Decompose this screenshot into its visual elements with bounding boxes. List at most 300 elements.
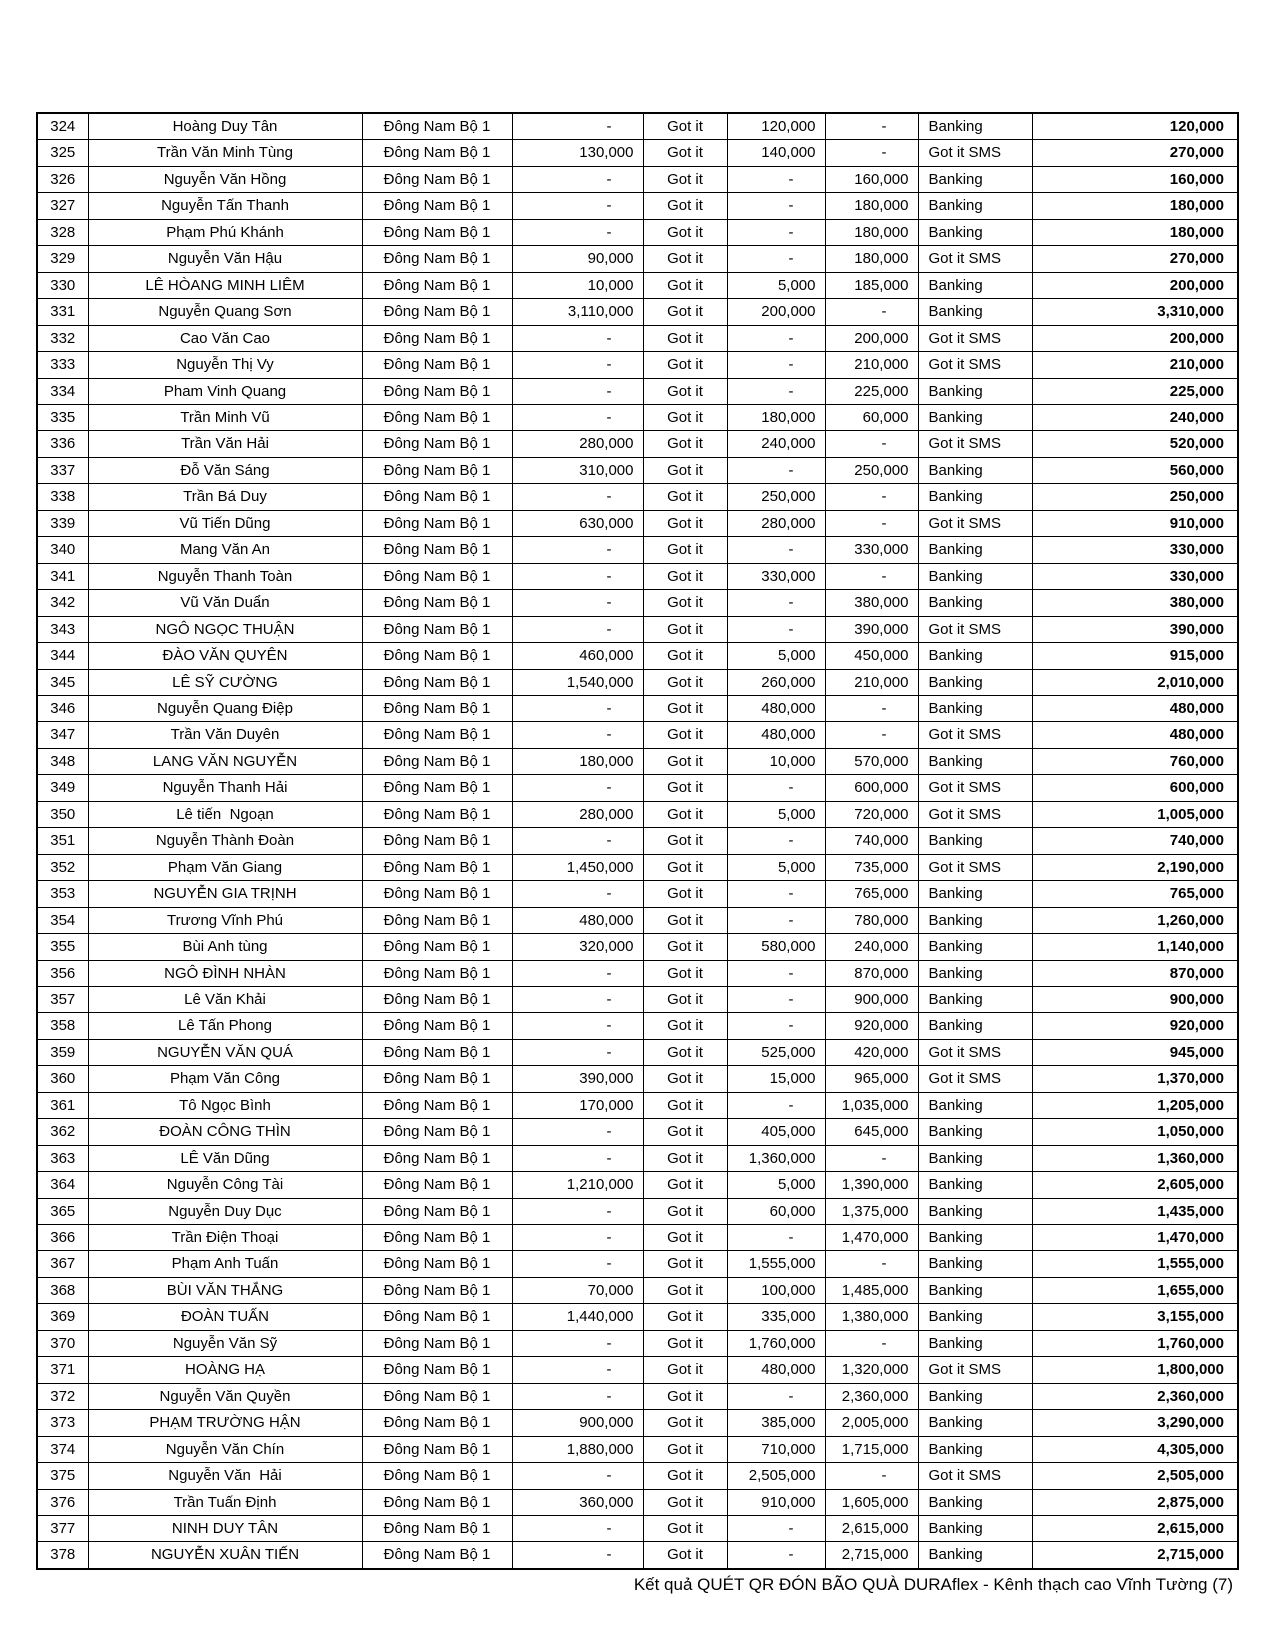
name-cell: NINH DUY TÂN [88,1516,362,1542]
status-cell: Got it [643,801,727,827]
row-number-cell: 373 [37,1410,88,1436]
amount-1-cell: - [512,1039,643,1065]
amount-3-cell: 780,000 [825,907,918,933]
payment-method-cell: Got it SMS [918,854,1032,880]
total-amount-cell: 2,875,000 [1032,1489,1238,1515]
region-cell: Đông Nam Bộ 1 [362,272,512,298]
payment-method-cell: Got it SMS [918,1039,1032,1065]
row-number-cell: 364 [37,1172,88,1198]
amount-1-cell: - [512,722,643,748]
row-number-cell: 375 [37,1463,88,1489]
amount-2-cell: - [727,378,825,404]
name-cell: Lê tiến Ngoạn [88,801,362,827]
region-cell: Đông Nam Bộ 1 [362,828,512,854]
amount-1-cell: - [512,219,643,245]
payment-method-cell: Banking [918,986,1032,1012]
status-cell: Got it [643,404,727,430]
amount-2-cell: 5,000 [727,272,825,298]
region-cell: Đông Nam Bộ 1 [362,854,512,880]
region-cell: Đông Nam Bộ 1 [362,616,512,642]
name-cell: ĐOÀN TUẤN [88,1304,362,1330]
total-amount-cell: 3,290,000 [1032,1410,1238,1436]
payment-method-cell: Got it SMS [918,616,1032,642]
status-cell: Got it [643,748,727,774]
amount-3-cell: 180,000 [825,246,918,272]
table-row [37,1410,1238,1436]
amount-3-cell: 180,000 [825,219,918,245]
region-cell: Đông Nam Bộ 1 [362,748,512,774]
status-cell: Got it [643,695,727,721]
table-row [37,510,1238,536]
payment-method-cell: Banking [918,1516,1032,1542]
row-number-cell: 347 [37,722,88,748]
table-row [37,378,1238,404]
row-number-cell: 374 [37,1436,88,1462]
total-amount-cell: 3,155,000 [1032,1304,1238,1330]
payment-method-cell: Banking [918,1225,1032,1251]
amount-2-cell: 580,000 [727,934,825,960]
amount-2-cell: - [727,775,825,801]
amount-1-cell: 90,000 [512,246,643,272]
amount-1-cell: 320,000 [512,934,643,960]
table-row [37,1066,1238,1092]
payment-method-cell: Banking [918,1436,1032,1462]
region-cell: Đông Nam Bộ 1 [362,669,512,695]
name-cell: Nguyễn Công Tài [88,1172,362,1198]
row-number-cell: 350 [37,801,88,827]
payment-method-cell: Got it SMS [918,510,1032,536]
amount-2-cell: - [727,246,825,272]
amount-3-cell: 1,375,000 [825,1198,918,1224]
region-cell: Đông Nam Bộ 1 [362,431,512,457]
region-cell: Đông Nam Bộ 1 [362,1357,512,1383]
table-row [37,1463,1238,1489]
row-number-cell: 369 [37,1304,88,1330]
payment-method-cell: Banking [918,1330,1032,1356]
status-cell: Got it [643,484,727,510]
amount-3-cell: 450,000 [825,643,918,669]
payment-method-cell: Got it SMS [918,775,1032,801]
status-cell: Got it [643,537,727,563]
region-cell: Đông Nam Bộ 1 [362,404,512,430]
amount-3-cell: 645,000 [825,1119,918,1145]
amount-1-cell: 360,000 [512,1489,643,1515]
table-row [37,113,1238,140]
amount-2-cell: 710,000 [727,1436,825,1462]
amount-3-cell: 420,000 [825,1039,918,1065]
payment-method-cell: Banking [918,219,1032,245]
status-cell: Got it [643,775,727,801]
table-body [37,113,1238,1569]
amount-2-cell: - [727,590,825,616]
total-amount-cell: 180,000 [1032,193,1238,219]
region-cell: Đông Nam Bộ 1 [362,1277,512,1303]
status-cell: Got it [643,1119,727,1145]
total-amount-cell: 390,000 [1032,616,1238,642]
table-row [37,1172,1238,1198]
status-cell: Got it [643,219,727,245]
status-cell: Got it [643,722,727,748]
name-cell: Nguyễn Văn Hậu [88,246,362,272]
name-cell: Đỗ Văn Sáng [88,457,362,483]
amount-1-cell: - [512,1357,643,1383]
amount-2-cell: - [727,193,825,219]
amount-2-cell: 480,000 [727,722,825,748]
region-cell: Đông Nam Bộ 1 [362,722,512,748]
region-cell: Đông Nam Bộ 1 [362,1330,512,1356]
amount-2-cell: 1,360,000 [727,1145,825,1171]
total-amount-cell: 600,000 [1032,775,1238,801]
total-amount-cell: 1,435,000 [1032,1198,1238,1224]
status-cell: Got it [643,1463,727,1489]
amount-3-cell: - [825,1145,918,1171]
table-row [37,1251,1238,1277]
region-cell: Đông Nam Bộ 1 [362,695,512,721]
status-cell: Got it [643,431,727,457]
status-cell: Got it [643,881,727,907]
table-row [37,325,1238,351]
amount-1-cell: 1,540,000 [512,669,643,695]
total-amount-cell: 210,000 [1032,352,1238,378]
table-row [37,934,1238,960]
payment-method-cell: Banking [918,272,1032,298]
name-cell: Nguyễn Văn Hải [88,1463,362,1489]
amount-1-cell: - [512,1516,643,1542]
amount-1-cell: - [512,193,643,219]
total-amount-cell: 920,000 [1032,1013,1238,1039]
region-cell: Đông Nam Bộ 1 [362,1145,512,1171]
payment-method-cell: Banking [918,669,1032,695]
amount-3-cell: 1,485,000 [825,1277,918,1303]
amount-2-cell: 15,000 [727,1066,825,1092]
table-row [37,1383,1238,1409]
payment-method-cell: Banking [918,748,1032,774]
total-amount-cell: 3,310,000 [1032,299,1238,325]
name-cell: NGUYỄN VĂN QUÁ [88,1039,362,1065]
payment-method-cell: Banking [918,1410,1032,1436]
row-number-cell: 334 [37,378,88,404]
payment-method-cell: Banking [918,1489,1032,1515]
payment-method-cell: Got it SMS [918,352,1032,378]
region-cell: Đông Nam Bộ 1 [362,563,512,589]
amount-1-cell: - [512,1542,643,1569]
payment-method-cell: Got it SMS [918,431,1032,457]
total-amount-cell: 2,615,000 [1032,1516,1238,1542]
region-cell: Đông Nam Bộ 1 [362,1066,512,1092]
table-row [37,352,1238,378]
row-number-cell: 355 [37,934,88,960]
table-row [37,1489,1238,1515]
status-cell: Got it [643,1198,727,1224]
amount-3-cell: 1,380,000 [825,1304,918,1330]
region-cell: Đông Nam Bộ 1 [362,1039,512,1065]
amount-3-cell: 180,000 [825,193,918,219]
table-row [37,722,1238,748]
table-row [37,1304,1238,1330]
payment-method-cell: Got it SMS [918,140,1032,166]
name-cell: LÊ SỸ CƯỜNG [88,669,362,695]
region-cell: Đông Nam Bộ 1 [362,775,512,801]
amount-2-cell: 240,000 [727,431,825,457]
row-number-cell: 325 [37,140,88,166]
amount-2-cell: 385,000 [727,1410,825,1436]
table-row [37,695,1238,721]
region-cell: Đông Nam Bộ 1 [362,643,512,669]
amount-2-cell: - [727,219,825,245]
region-cell: Đông Nam Bộ 1 [362,1463,512,1489]
amount-1-cell: - [512,537,643,563]
amount-3-cell: - [825,1251,918,1277]
amount-3-cell: - [825,1463,918,1489]
table-row [37,960,1238,986]
name-cell: Vũ Văn Duẩn [88,590,362,616]
status-cell: Got it [643,1410,727,1436]
status-cell: Got it [643,590,727,616]
table-row [37,643,1238,669]
amount-1-cell: - [512,1330,643,1356]
amount-2-cell: - [727,828,825,854]
status-cell: Got it [643,193,727,219]
row-number-cell: 339 [37,510,88,536]
amount-3-cell: 2,615,000 [825,1516,918,1542]
name-cell: Trần Văn Hải [88,431,362,457]
table-row [37,1277,1238,1303]
amount-3-cell: 720,000 [825,801,918,827]
payment-method-cell: Banking [918,457,1032,483]
total-amount-cell: 760,000 [1032,748,1238,774]
amount-2-cell: - [727,1516,825,1542]
row-number-cell: 377 [37,1516,88,1542]
payment-method-cell: Got it SMS [918,801,1032,827]
amount-2-cell: 1,760,000 [727,1330,825,1356]
amount-2-cell: - [727,986,825,1012]
row-number-cell: 351 [37,828,88,854]
name-cell: Pham Vinh Quang [88,378,362,404]
total-amount-cell: 270,000 [1032,246,1238,272]
total-amount-cell: 915,000 [1032,643,1238,669]
payment-method-cell: Banking [918,828,1032,854]
region-cell: Đông Nam Bộ 1 [362,140,512,166]
region-cell: Đông Nam Bộ 1 [362,934,512,960]
region-cell: Đông Nam Bộ 1 [362,1092,512,1118]
row-number-cell: 366 [37,1225,88,1251]
total-amount-cell: 225,000 [1032,378,1238,404]
region-cell: Đông Nam Bộ 1 [362,193,512,219]
name-cell: Tô Ngọc Bình [88,1092,362,1118]
payment-method-cell: Banking [918,643,1032,669]
amount-1-cell: 900,000 [512,1410,643,1436]
amount-3-cell: 210,000 [825,352,918,378]
name-cell: NGUYỄN XUÂN TIẾN [88,1542,362,1569]
row-number-cell: 348 [37,748,88,774]
amount-2-cell: 335,000 [727,1304,825,1330]
table-row [37,219,1238,245]
status-cell: Got it [643,907,727,933]
amount-1-cell: - [512,378,643,404]
amount-1-cell: 280,000 [512,431,643,457]
region-cell: Đông Nam Bộ 1 [362,1542,512,1569]
amount-3-cell: - [825,431,918,457]
amount-2-cell: - [727,1013,825,1039]
table-row [37,1145,1238,1171]
total-amount-cell: 520,000 [1032,431,1238,457]
row-number-cell: 327 [37,193,88,219]
table-row [37,907,1238,933]
amount-1-cell: - [512,881,643,907]
row-number-cell: 341 [37,563,88,589]
row-number-cell: 326 [37,166,88,192]
region-cell: Đông Nam Bộ 1 [362,1436,512,1462]
table-row [37,1119,1238,1145]
table-row [37,246,1238,272]
region-cell: Đông Nam Bộ 1 [362,1251,512,1277]
amount-3-cell: 870,000 [825,960,918,986]
amount-1-cell: - [512,563,643,589]
amount-2-cell: 200,000 [727,299,825,325]
amount-3-cell: 1,390,000 [825,1172,918,1198]
name-cell: Trần Điện Thoại [88,1225,362,1251]
status-cell: Got it [643,1039,727,1065]
total-amount-cell: 380,000 [1032,590,1238,616]
payment-method-cell: Banking [918,166,1032,192]
region-cell: Đông Nam Bộ 1 [362,325,512,351]
amount-1-cell: - [512,828,643,854]
name-cell: Lê Tấn Phong [88,1013,362,1039]
name-cell: ĐÀO VĂN QUYÊN [88,643,362,669]
amount-2-cell: - [727,1092,825,1118]
table-row [37,828,1238,854]
payment-method-cell: Banking [918,1251,1032,1277]
name-cell: BÙI VĂN THẮNG [88,1277,362,1303]
payment-method-cell: Banking [918,1304,1032,1330]
payment-method-cell: Banking [918,1092,1032,1118]
row-number-cell: 337 [37,457,88,483]
region-cell: Đông Nam Bộ 1 [362,1198,512,1224]
amount-3-cell: 390,000 [825,616,918,642]
total-amount-cell: 560,000 [1032,457,1238,483]
amount-1-cell: 180,000 [512,748,643,774]
amount-3-cell: - [825,140,918,166]
status-cell: Got it [643,113,727,140]
amount-2-cell: 5,000 [727,801,825,827]
region-cell: Đông Nam Bộ 1 [362,1489,512,1515]
name-cell: Trần Bá Duy [88,484,362,510]
amount-2-cell: 120,000 [727,113,825,140]
total-amount-cell: 1,260,000 [1032,907,1238,933]
amount-1-cell: - [512,352,643,378]
amount-2-cell: 60,000 [727,1198,825,1224]
payment-method-cell: Banking [918,1145,1032,1171]
total-amount-cell: 330,000 [1032,537,1238,563]
status-cell: Got it [643,616,727,642]
total-amount-cell: 200,000 [1032,272,1238,298]
name-cell: Phạm Văn Giang [88,854,362,880]
table-row [37,299,1238,325]
amount-2-cell: 5,000 [727,1172,825,1198]
table-row [37,431,1238,457]
name-cell: Nguyễn Văn Hồng [88,166,362,192]
row-number-cell: 335 [37,404,88,430]
region-cell: Đông Nam Bộ 1 [362,1304,512,1330]
amount-1-cell: 390,000 [512,1066,643,1092]
payment-method-cell: Banking [918,1277,1032,1303]
amount-1-cell: - [512,325,643,351]
table-row [37,457,1238,483]
row-number-cell: 376 [37,1489,88,1515]
row-number-cell: 352 [37,854,88,880]
row-number-cell: 360 [37,1066,88,1092]
amount-1-cell: - [512,113,643,140]
row-number-cell: 368 [37,1277,88,1303]
total-amount-cell: 765,000 [1032,881,1238,907]
name-cell: NGUYỄN GIA TRỊNH [88,881,362,907]
status-cell: Got it [643,1277,727,1303]
amount-1-cell: - [512,1145,643,1171]
region-cell: Đông Nam Bộ 1 [362,378,512,404]
amount-2-cell: 5,000 [727,643,825,669]
total-amount-cell: 240,000 [1032,404,1238,430]
name-cell: Nguyễn Thanh Hải [88,775,362,801]
amount-3-cell: 185,000 [825,272,918,298]
row-number-cell: 342 [37,590,88,616]
amount-3-cell: 600,000 [825,775,918,801]
status-cell: Got it [643,669,727,695]
qr-results-table [36,112,1239,1570]
row-number-cell: 356 [37,960,88,986]
payment-method-cell: Got it SMS [918,246,1032,272]
row-number-cell: 349 [37,775,88,801]
amount-1-cell: - [512,1251,643,1277]
name-cell: Trần Văn Minh Tùng [88,140,362,166]
amount-1-cell: 310,000 [512,457,643,483]
status-cell: Got it [643,1172,727,1198]
amount-1-cell: - [512,1013,643,1039]
region-cell: Đông Nam Bộ 1 [362,537,512,563]
name-cell: Nguyễn Thị Vy [88,352,362,378]
row-number-cell: 362 [37,1119,88,1145]
amount-2-cell: - [727,1383,825,1409]
name-cell: Nguyễn Văn Sỹ [88,1330,362,1356]
total-amount-cell: 2,190,000 [1032,854,1238,880]
amount-2-cell: - [727,960,825,986]
amount-1-cell: 1,450,000 [512,854,643,880]
amount-1-cell: 170,000 [512,1092,643,1118]
amount-3-cell: 330,000 [825,537,918,563]
row-number-cell: 357 [37,986,88,1012]
amount-3-cell: 240,000 [825,934,918,960]
row-number-cell: 328 [37,219,88,245]
payment-method-cell: Got it SMS [918,1066,1032,1092]
status-cell: Got it [643,1225,727,1251]
amount-3-cell: 1,605,000 [825,1489,918,1515]
amount-2-cell: 405,000 [727,1119,825,1145]
payment-method-cell: Banking [918,1172,1032,1198]
table-row [37,1198,1238,1224]
table-row [37,1330,1238,1356]
amount-3-cell: 2,005,000 [825,1410,918,1436]
region-cell: Đông Nam Bộ 1 [362,590,512,616]
amount-3-cell: 60,000 [825,404,918,430]
amount-1-cell: 130,000 [512,140,643,166]
row-number-cell: 345 [37,669,88,695]
table-row [37,1013,1238,1039]
total-amount-cell: 1,655,000 [1032,1277,1238,1303]
status-cell: Got it [643,854,727,880]
table-row [37,1542,1238,1569]
total-amount-cell: 270,000 [1032,140,1238,166]
amount-1-cell: 70,000 [512,1277,643,1303]
total-amount-cell: 2,505,000 [1032,1463,1238,1489]
